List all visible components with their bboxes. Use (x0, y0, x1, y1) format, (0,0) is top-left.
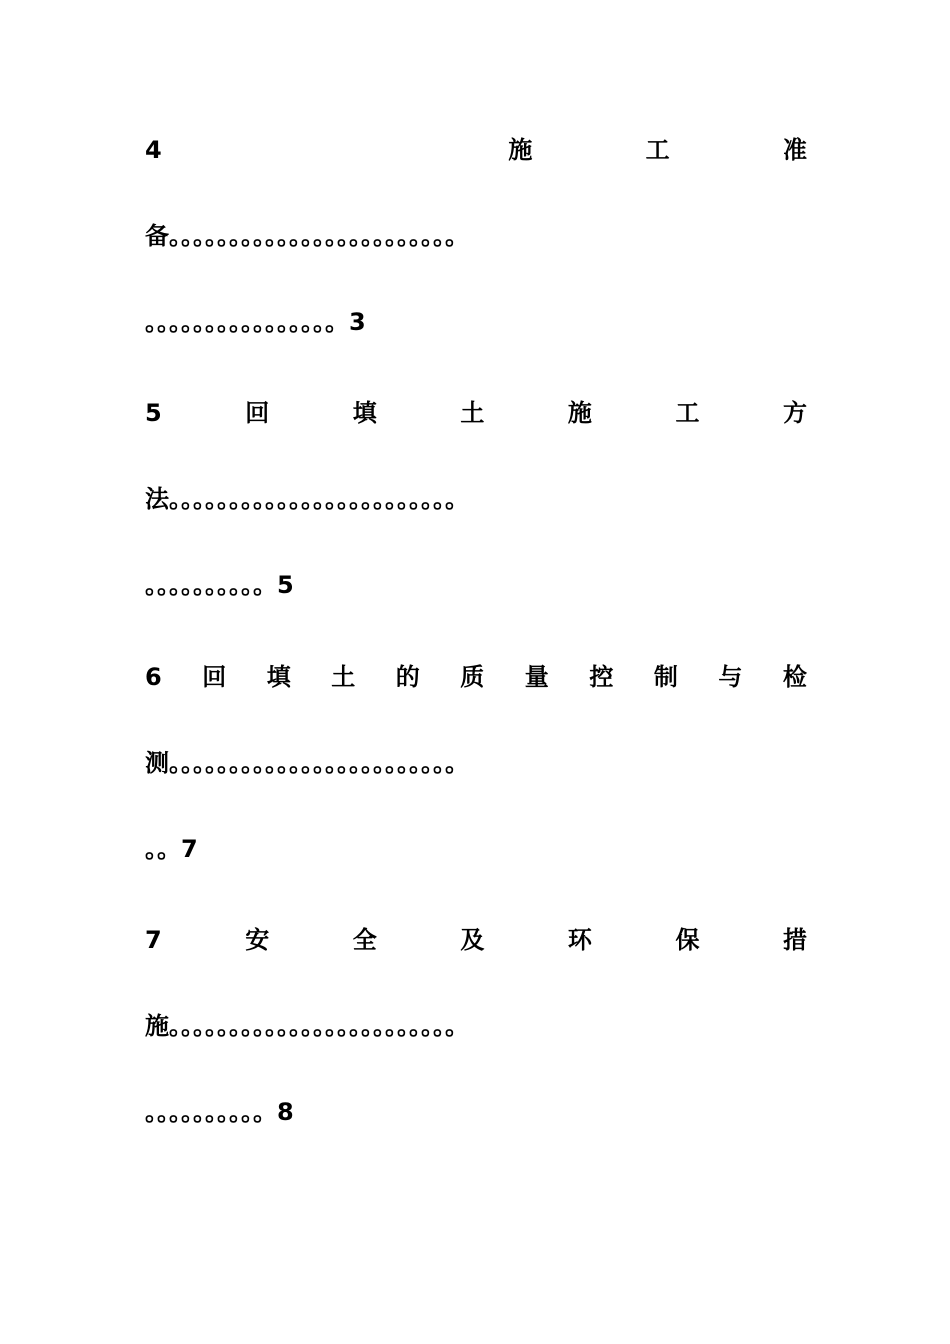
toc-title-char: 方 (782, 399, 807, 427)
toc-page-number: 5 (277, 571, 294, 599)
toc-title-last-char: 备 (145, 222, 169, 250)
toc-dots-line (145, 1011, 807, 1041)
toc-dots-line (145, 748, 807, 778)
toc-title-char: 安 (245, 926, 270, 954)
toc-heading-line (145, 925, 807, 955)
toc-title-last-char: 法 (145, 485, 169, 513)
toc-tail-line (145, 1097, 294, 1127)
toc-title-char: 环 (567, 926, 592, 954)
toc-tail-line (145, 834, 198, 864)
toc-number: 6 (145, 663, 162, 691)
toc-title-char: 控 (589, 663, 614, 691)
toc-heading-line (145, 662, 807, 692)
toc-heading-line (145, 398, 807, 428)
toc-dots-line (145, 221, 807, 251)
toc-number: 7 (145, 926, 162, 954)
toc-leader-dots: 。。。。。。。。。。。。。。。。。。。。。。。。 (169, 749, 469, 777)
toc-page-number: 7 (181, 835, 198, 863)
toc-number: 4 (145, 136, 162, 164)
toc-leader-dots: 。。 (145, 835, 181, 863)
toc-title-char: 质 (460, 663, 485, 691)
toc-title-char: 填 (352, 399, 377, 427)
toc-title-char: 与 (718, 663, 743, 691)
toc-page-number: 8 (277, 1098, 294, 1126)
toc-title-char: 措 (782, 926, 807, 954)
toc-title-last-char: 施 (145, 1012, 169, 1040)
toc-dots-line (145, 484, 807, 514)
toc-title-char: 工 (675, 399, 700, 427)
toc-title-char: 回 (202, 663, 227, 691)
toc-title-char: 填 (266, 663, 291, 691)
toc-title-last-char: 测 (145, 749, 169, 777)
toc-title-char: 制 (653, 663, 678, 691)
toc-title-char: 检 (782, 663, 807, 691)
toc-title-char: 准 (782, 136, 807, 164)
toc-title-char: 施 (567, 399, 592, 427)
toc-title-char: 土 (460, 399, 485, 427)
toc-leader-dots: 。。。。。。。。。。。。。。。。 (145, 308, 349, 336)
toc-title-char: 施 (508, 136, 533, 164)
toc-leader-dots: 。。。。。。。。。。。。。。。。。。。。。。。。 (169, 1012, 469, 1040)
toc-tail-line (145, 307, 366, 337)
toc-leader-dots: 。。。。。。。。。。 (145, 571, 277, 599)
toc-page-number: 3 (349, 308, 366, 336)
spacer (275, 135, 395, 165)
toc-number: 5 (145, 399, 162, 427)
toc-title-char: 工 (645, 136, 670, 164)
toc-leader-dots: 。。。。。。。。。。。。。。。。。。。。。。。。 (169, 222, 469, 250)
toc-tail-line (145, 570, 294, 600)
toc-title-char: 保 (675, 926, 700, 954)
toc-title-char: 回 (245, 399, 270, 427)
toc-title-char: 全 (352, 926, 377, 954)
toc-title-char: 量 (524, 663, 549, 691)
toc-leader-dots: 。。。。。。。。。。 (145, 1098, 277, 1126)
toc-leader-dots: 。。。。。。。。。。。。。。。。。。。。。。。。 (169, 485, 469, 513)
toc-title-char: 及 (460, 926, 485, 954)
toc-heading-line (145, 135, 807, 165)
toc-title-char: 的 (395, 663, 420, 691)
toc-title-char: 土 (331, 663, 356, 691)
